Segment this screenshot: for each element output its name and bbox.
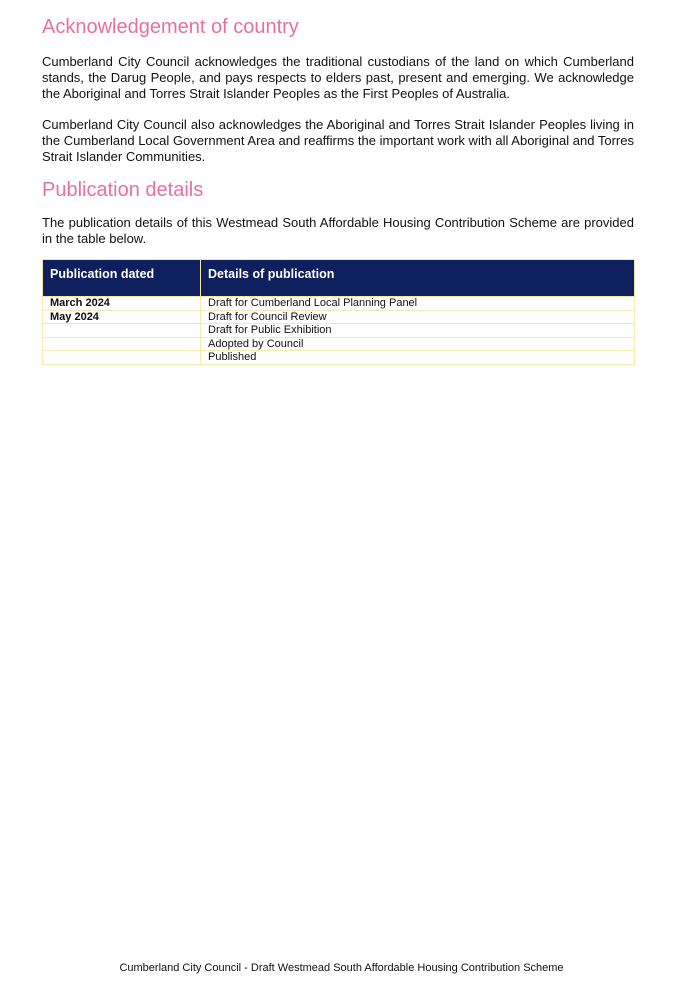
table-cell-date [43,324,201,338]
column-header-publication-dated: Publication dated [43,260,201,297]
table-cell-date [43,337,201,351]
table-row [43,337,635,351]
publication-table [42,259,635,365]
page-content [42,14,634,365]
table-cell-date: May 2024 [43,310,201,324]
acknowledgement-paragraph: Cumberland City Council also acknowledges the Aboriginal and Torres Strait Islander Peoples living in the Cumberland Local Government Area and reaffirms the important work with all Aboriginal and Torres Strait Islander Communities. [42,117,634,164]
table-cell-date [43,351,201,365]
table-row [43,351,635,365]
publication-intro: The publication details of this Westmead South Affordable Housing Contribution Scheme are provided in the table below. [42,214,634,246]
table-cell-details: Adopted by Council [201,337,635,351]
table-header-row [43,260,635,297]
table-row [43,310,635,324]
table-cell-details: Published [201,351,635,365]
table-cell-details: Draft for Public Exhibition [201,324,635,338]
page-footer: Cumberland City Council - Draft Westmead South Affordable Housing Contribution Scheme [119,962,564,974]
table-row [43,324,635,338]
table-cell-date: March 2024 [43,297,201,311]
column-header-details: Details of publication [201,260,635,297]
table-cell-details: Draft for Council Review [201,310,635,324]
publication-heading: Publication details [42,178,204,201]
acknowledgement-heading: Acknowledgement of country [42,16,299,38]
table-cell-details: Draft for Cumberland Local Planning Panel [201,297,635,311]
acknowledgement-paragraph: Cumberland City Council acknowledges the traditional custodians of the land on which Cumberland stands, the Darug People, and pays respects to elders past, present and emerging. We acknowledge the Aboriginal and Torres Strait Islander Peoples as the First Peoples of Australia. [42,54,634,101]
table-row [43,297,635,311]
